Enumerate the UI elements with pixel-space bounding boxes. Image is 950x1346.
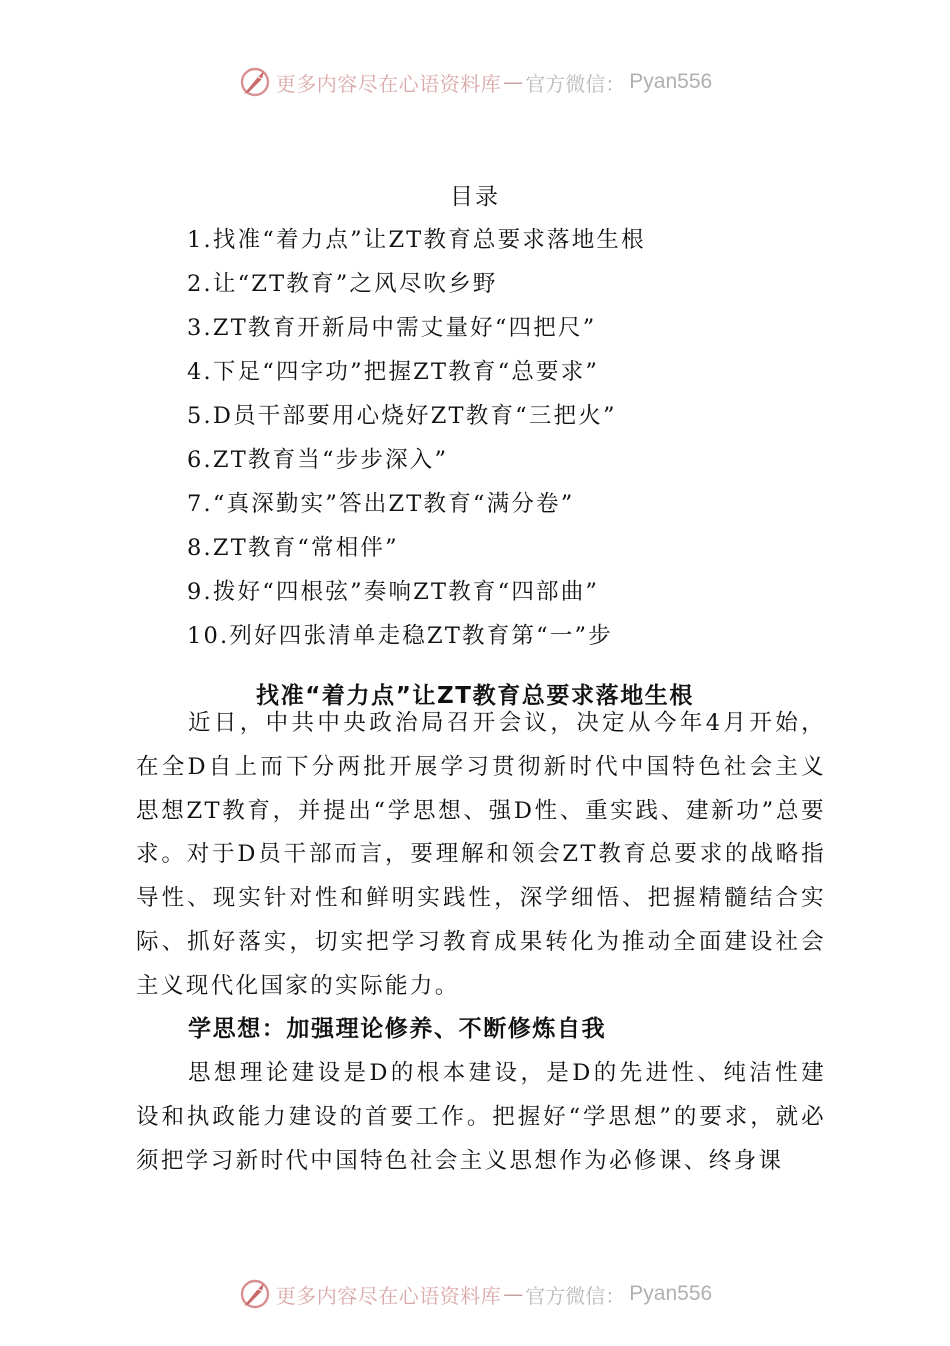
toc-item: 3.ZT教育开新局中需丈量好“四把尺” <box>187 315 597 341</box>
watermark-wechat-label: 官方微信： <box>525 71 626 96</box>
toc-item: 7.“真深勤实”答出ZT教育“满分卷” <box>187 491 575 517</box>
toc-item: 9.拨好“四根弦”奏响ZT教育“四部曲” <box>187 579 600 605</box>
toc-item: 4.下足“四字功”把握ZT教育“总要求” <box>187 359 600 385</box>
watermark-brand-text: 更多内容尽在心语资料库 <box>275 71 502 96</box>
footer-watermark-banner <box>0 1274 950 1314</box>
quill-pen-logo-icon <box>238 65 272 99</box>
toc-item: 8.ZT教育“常相伴” <box>187 535 399 561</box>
toc-item: 2.让“ZT教育”之风尽吹乡野 <box>187 271 498 297</box>
article-paragraph-1: 近日，中共中央政治局召开会议，决定从今年4月开始，在全D自上而下分两批开展学习贯彻新时代中国特色社会主义思想ZT教育，并提出“学思想、强D性、重实践、建新功”总要求。对于D员干部而言，要理解和领会ZT教育总要求的战略指导性、现实针对性和鲜明实践性，深学细悟、把握精髓结合实际、抓好落实，切实把学习教育成果转化为推动全面建设社会主义现代化国家的实际能力。 <box>136 710 826 999</box>
table-of-contents <box>187 224 646 664</box>
toc-title: 目录 <box>450 184 500 210</box>
toc-item: 10.列好四张清单走稳ZT教育第“一”步 <box>187 623 613 649</box>
toc-item: 6.ZT教育当“步步深入” <box>187 447 449 473</box>
watermark-dash: — <box>503 1282 524 1306</box>
quill-pen-logo-icon <box>238 1277 272 1311</box>
watermark-wechat-id: Pyan556 <box>629 1282 713 1305</box>
watermark-brand-text: 更多内容尽在心语资料库 <box>275 1283 502 1308</box>
watermark-wechat-id: Pyan556 <box>629 70 713 93</box>
watermark-dash: — <box>503 70 524 94</box>
article-title: 找准“着力点”让ZT教育总要求落地生根 <box>256 683 694 710</box>
article-paragraph-2: 思想理论建设是D的根本建设，是D的先进性、纯洁性建设和执政能力建设的首要工作。把握好“学思想”的要求，就必须把学习新时代中国特色社会主义思想作为必修课、终身课 <box>136 1060 826 1174</box>
toc-item: 1.找准“着力点”让ZT教育总要求落地生根 <box>187 227 646 253</box>
toc-item: 5.D员干部要用心烧好ZT教育“三把火” <box>187 403 617 429</box>
watermark-wechat-label: 官方微信： <box>525 1283 626 1308</box>
header-watermark-banner <box>0 62 950 102</box>
section-heading: 学思想：加强理论修养、不断修炼自我 <box>188 1016 607 1042</box>
